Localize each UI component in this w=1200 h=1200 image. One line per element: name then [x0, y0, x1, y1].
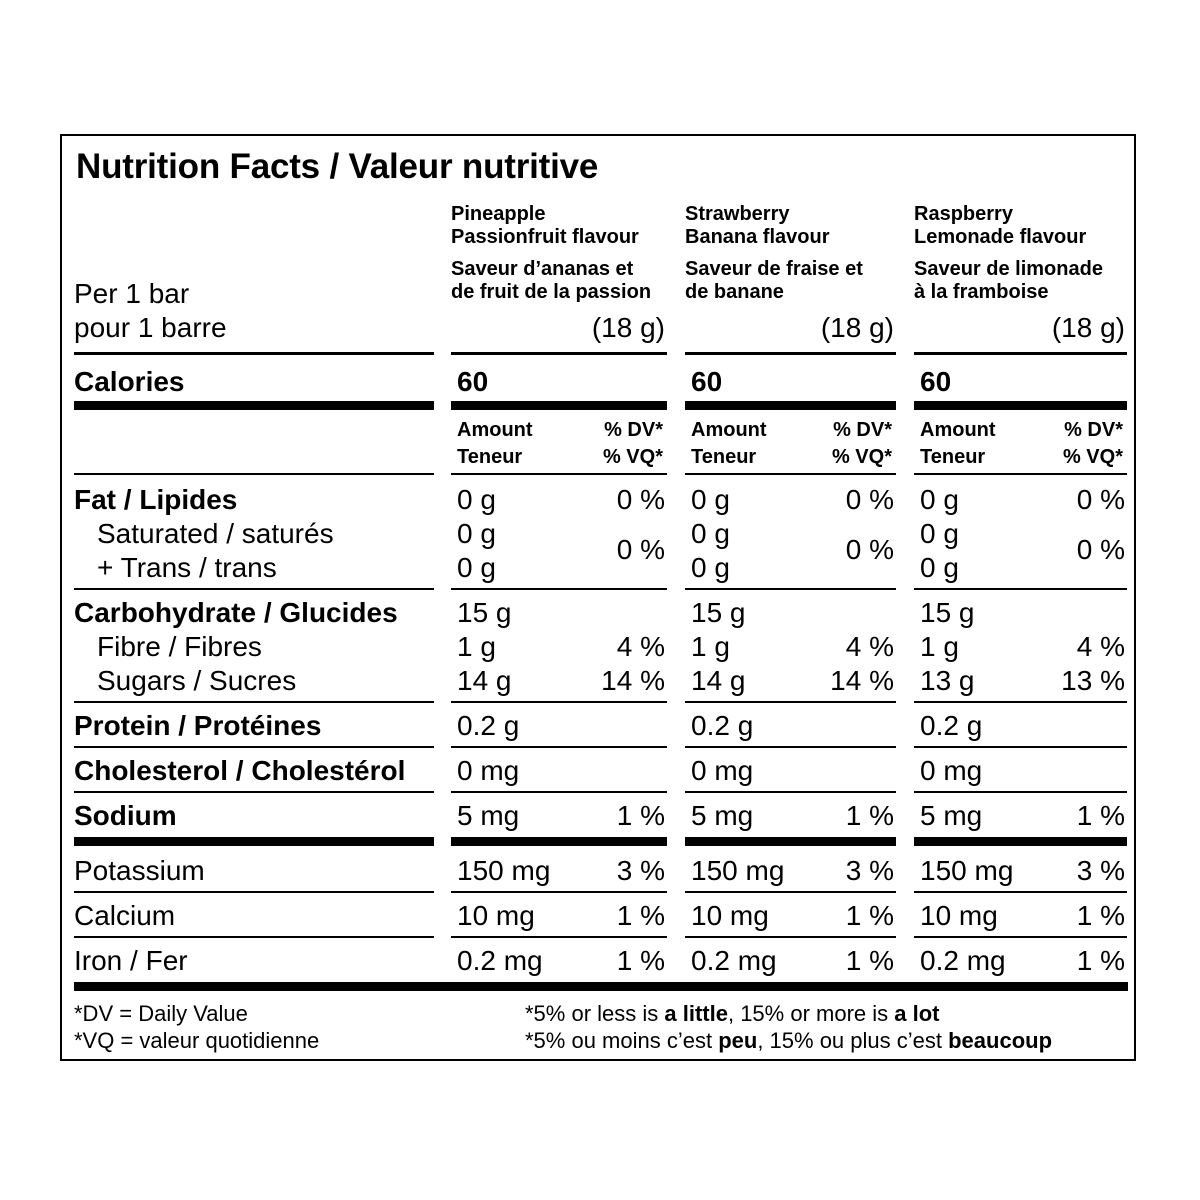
trans-value: 0 g — [691, 552, 730, 583]
amount-header: Amount Teneur — [920, 419, 996, 468]
divider — [685, 791, 896, 793]
divider — [685, 701, 896, 703]
footnote-dv-en: *DV = Daily Value — [74, 1001, 248, 1026]
divider — [914, 746, 1127, 748]
footnote-scale-fr — [525, 1027, 1052, 1054]
sugars-label: Sugars / Sucres — [97, 665, 297, 696]
amount-header: Amount Teneur — [691, 419, 767, 468]
flavour-name-fr: Saveur de limonade à la framboise — [914, 258, 1103, 303]
sat-value: 0 g — [457, 518, 496, 549]
sat-trans-dv-value: 0 % — [616, 534, 665, 565]
sodium-dv-value: 1 % — [845, 800, 894, 831]
fibre-value: 1 g — [457, 631, 496, 662]
calories-label: Calories — [74, 366, 185, 397]
divider — [451, 936, 667, 938]
calories-value: 60 — [691, 366, 723, 397]
divider — [74, 891, 434, 893]
divider — [914, 891, 1127, 893]
calcium-label: Calcium — [74, 900, 176, 931]
dv-header: % DV* % VQ* — [831, 419, 892, 468]
divider — [914, 352, 1127, 355]
serving-weight: (18 g) — [591, 312, 665, 343]
footnote-scale-en — [525, 1000, 939, 1027]
divider — [74, 352, 434, 355]
divider — [74, 701, 434, 703]
potassium-dv-value: 3 % — [845, 855, 894, 886]
bottom-thick-rule — [74, 982, 1128, 991]
potassium-value: 150 mg — [691, 855, 785, 886]
sugars-dv-value: 13 % — [1061, 665, 1125, 696]
divider — [451, 746, 667, 748]
amount-header: Amount Teneur — [457, 419, 533, 468]
calcium-dv-value: 1 % — [1076, 900, 1125, 931]
carb-value: 15 g — [457, 597, 512, 628]
footnote-text: *5% or less is — [525, 1001, 665, 1026]
sugars-value: 14 g — [691, 665, 746, 696]
protein-value: 0.2 g — [920, 710, 983, 741]
divider — [74, 473, 434, 475]
footnote-text: , 15% or more is — [727, 1001, 895, 1026]
divider — [914, 936, 1127, 938]
chol-value: 0 mg — [920, 755, 983, 786]
fat-value: 0 g — [691, 484, 730, 515]
footnote-text: , 15% ou plus c’est — [757, 1028, 949, 1053]
protein-label: Protein / Protéines — [74, 710, 322, 741]
serving-size-en: Per 1 bar — [74, 278, 190, 309]
chol-value: 0 mg — [457, 755, 520, 786]
divider — [451, 588, 667, 590]
divider — [451, 791, 667, 793]
iron-value: 0.2 mg — [920, 945, 1006, 976]
calcium-dv-value: 1 % — [845, 900, 894, 931]
sat-trans-dv-value: 0 % — [1076, 534, 1125, 565]
sodium-dv-value: 1 % — [1076, 800, 1125, 831]
thick-divider — [685, 401, 896, 410]
calories-value: 60 — [920, 366, 952, 397]
sugars-dv-value: 14 % — [601, 665, 665, 696]
divider — [74, 791, 434, 793]
calcium-dv-value: 1 % — [616, 900, 665, 931]
iron-value: 0.2 mg — [457, 945, 543, 976]
iron-dv-value: 1 % — [616, 945, 665, 976]
potassium-dv-value: 3 % — [616, 855, 665, 886]
sugars-dv-value: 14 % — [830, 665, 894, 696]
sodium-value: 5 mg — [691, 800, 754, 831]
saturated-label: Saturated / saturés — [97, 518, 334, 549]
thick-divider — [74, 837, 434, 846]
thick-divider — [685, 837, 896, 846]
fat-dv-value: 0 % — [616, 484, 665, 515]
divider — [685, 936, 896, 938]
footnote-dv-fr: *VQ = valeur quotidienne — [74, 1028, 320, 1053]
flavour-name-fr: Saveur de fraise et de banane — [685, 258, 863, 303]
carb-label: Carbohydrate / Glucides — [74, 597, 398, 628]
iron-dv-value: 1 % — [1076, 945, 1125, 976]
divider — [451, 891, 667, 893]
trans-value: 0 g — [457, 552, 496, 583]
footnote-emphasis: beaucoup — [948, 1028, 1053, 1053]
sugars-value: 13 g — [920, 665, 975, 696]
divider — [914, 473, 1127, 475]
calcium-value: 10 mg — [691, 900, 769, 931]
trans-value: 0 g — [920, 552, 959, 583]
divider — [914, 588, 1127, 590]
divider — [685, 588, 896, 590]
flavour-name-en: Pineapple Passionfruit flavour — [451, 203, 639, 248]
footnote-emphasis: peu — [718, 1028, 758, 1053]
divider — [451, 701, 667, 703]
divider — [451, 473, 667, 475]
fibre-dv-value: 4 % — [616, 631, 665, 662]
flavour-name-en: Strawberry Banana flavour — [685, 203, 830, 248]
fat-value: 0 g — [920, 484, 959, 515]
divider — [451, 352, 667, 355]
fibre-dv-value: 4 % — [1076, 631, 1125, 662]
fat-label: Fat / Lipides — [74, 484, 238, 515]
footnote-emphasis: a lot — [894, 1001, 940, 1026]
calcium-value: 10 mg — [457, 900, 535, 931]
footnote-emphasis: a little — [664, 1001, 728, 1026]
potassium-value: 150 mg — [457, 855, 551, 886]
footnote-text: *5% ou moins c’est — [525, 1028, 719, 1053]
potassium-dv-value: 3 % — [1076, 855, 1125, 886]
serving-size-fr: pour 1 barre — [74, 312, 227, 343]
sat-value: 0 g — [691, 518, 730, 549]
fibre-value: 1 g — [691, 631, 730, 662]
dv-header: % DV* % VQ* — [602, 419, 663, 468]
iron-label: Iron / Fer — [74, 945, 188, 976]
fibre-dv-value: 4 % — [845, 631, 894, 662]
divider — [685, 473, 896, 475]
flavour-name-en: Raspberry Lemonade flavour — [914, 203, 1087, 248]
sodium-value: 5 mg — [457, 800, 520, 831]
fat-value: 0 g — [457, 484, 496, 515]
cholesterol-label: Cholesterol / Cholestérol — [74, 755, 406, 786]
potassium-label: Potassium — [74, 855, 205, 886]
flavour-name-fr: Saveur d’ananas et de fruit de la passion — [451, 258, 652, 303]
chol-value: 0 mg — [691, 755, 754, 786]
potassium-value: 150 mg — [920, 855, 1014, 886]
carb-value: 15 g — [691, 597, 746, 628]
divider — [685, 746, 896, 748]
carb-value: 15 g — [920, 597, 975, 628]
trans-label: + Trans / trans — [97, 552, 277, 583]
divider — [74, 936, 434, 938]
iron-dv-value: 1 % — [845, 945, 894, 976]
serving-weight: (18 g) — [1051, 312, 1125, 343]
thick-divider — [451, 837, 667, 846]
sodium-dv-value: 1 % — [616, 800, 665, 831]
divider — [914, 791, 1127, 793]
divider — [685, 891, 896, 893]
thick-divider — [451, 401, 667, 410]
sodium-value: 5 mg — [920, 800, 983, 831]
fibre-label: Fibre / Fibres — [97, 631, 262, 662]
thick-divider — [914, 401, 1127, 410]
nutrition-facts-table — [60, 134, 1136, 1061]
sugars-value: 14 g — [457, 665, 512, 696]
thick-divider — [914, 837, 1127, 846]
divider — [74, 746, 434, 748]
divider — [74, 588, 434, 590]
fibre-value: 1 g — [920, 631, 959, 662]
calories-value: 60 — [457, 366, 489, 397]
divider — [914, 701, 1127, 703]
fat-dv-value: 0 % — [845, 484, 894, 515]
thick-divider — [74, 401, 434, 410]
protein-value: 0.2 g — [457, 710, 520, 741]
sodium-label: Sodium — [74, 800, 177, 831]
divider — [685, 352, 896, 355]
dv-header: % DV* % VQ* — [1062, 419, 1123, 468]
sat-trans-dv-value: 0 % — [845, 534, 894, 565]
sat-value: 0 g — [920, 518, 959, 549]
table-title: Nutrition Facts / Valeur nutritive — [76, 147, 599, 186]
iron-value: 0.2 mg — [691, 945, 777, 976]
protein-value: 0.2 g — [691, 710, 754, 741]
serving-weight: (18 g) — [820, 312, 894, 343]
calcium-value: 10 mg — [920, 900, 998, 931]
fat-dv-value: 0 % — [1076, 484, 1125, 515]
